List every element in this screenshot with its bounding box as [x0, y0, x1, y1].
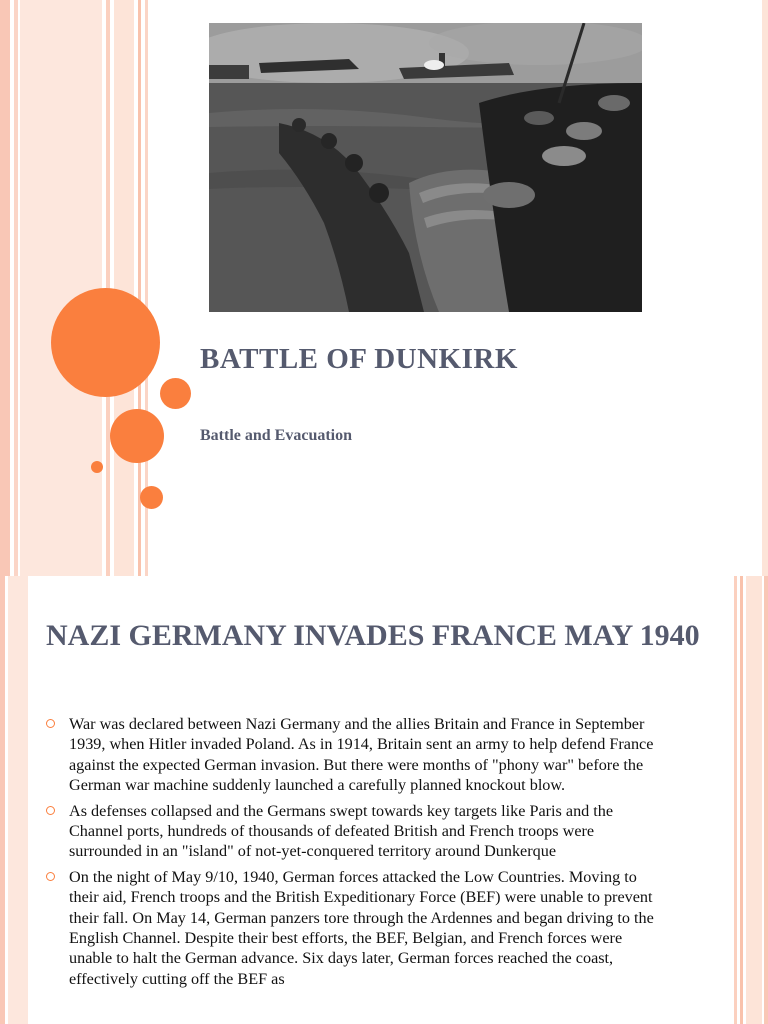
ring-bullet-icon: [46, 719, 55, 728]
decorative-stripe: [20, 0, 102, 576]
decorative-stripe: [8, 576, 28, 1024]
decorative-stripe: [764, 576, 768, 1024]
bullet-list: [46, 714, 666, 994]
slide-title: BATTLE OF DUNKIRK: [200, 343, 518, 375]
decorative-stripe: [0, 0, 10, 576]
bullet-text: War was declared between Nazi Germany and the allies Britain and France in September 1939, when Hitler invaded Poland. As in 1914, Britain sent an army to help defend France against the expected German invasion. But there were months of "phony war" before the German war machine suddenly launched a carefully planned knockout blow.: [69, 715, 654, 795]
bullet-text: On the night of May 9/10, 1940, German forces attacked the Low Countries. Moving to their aid, French troops and the British Expeditionary Force (BEF) were unable to prevent their fall. On May 14, German panzers tore through the Ardennes and began driving to the English Channel. Despite their best efforts, the BEF, Belgian, and French forces were unable to halt the German advance. Six days later, German forces reached the coast, effectively cutting off the BEF as: [69, 867, 654, 988]
dunkirk-evacuation-photo: [209, 23, 642, 312]
content-slide: [0, 576, 768, 1024]
bullet-text: As defenses collapsed and the Germans swept towards key targets like Paris and the Channel ports, hundreds of thousands of defeated British and French troops were surrounded in an "island" of not-yet-conquered territory around Dunkerque: [69, 801, 614, 861]
decorative-stripe: [740, 576, 743, 1024]
bullet-item: [46, 714, 666, 796]
decorative-stripe: [114, 0, 134, 576]
decorative-stripe: [762, 0, 768, 576]
slide-subtitle: Battle and Evacuation: [200, 427, 353, 444]
bullet-item: [46, 801, 666, 862]
decorative-circle: [110, 409, 164, 463]
decorative-circle: [51, 288, 160, 397]
bullet-item: [46, 867, 666, 989]
decorative-circle: [140, 486, 163, 509]
decorative-circle: [91, 461, 103, 473]
decorative-stripe: [746, 576, 762, 1024]
ring-bullet-icon: [46, 806, 55, 815]
slide-title: NAZI GERMANY INVADES FRANCE MAY 1940: [46, 619, 700, 652]
decorative-stripe: [0, 576, 5, 1024]
decorative-stripe: [734, 576, 737, 1024]
decorative-stripe: [14, 0, 18, 576]
decorative-circle: [160, 378, 191, 409]
decorative-stripe: [138, 0, 141, 576]
ring-bullet-icon: [46, 872, 55, 881]
